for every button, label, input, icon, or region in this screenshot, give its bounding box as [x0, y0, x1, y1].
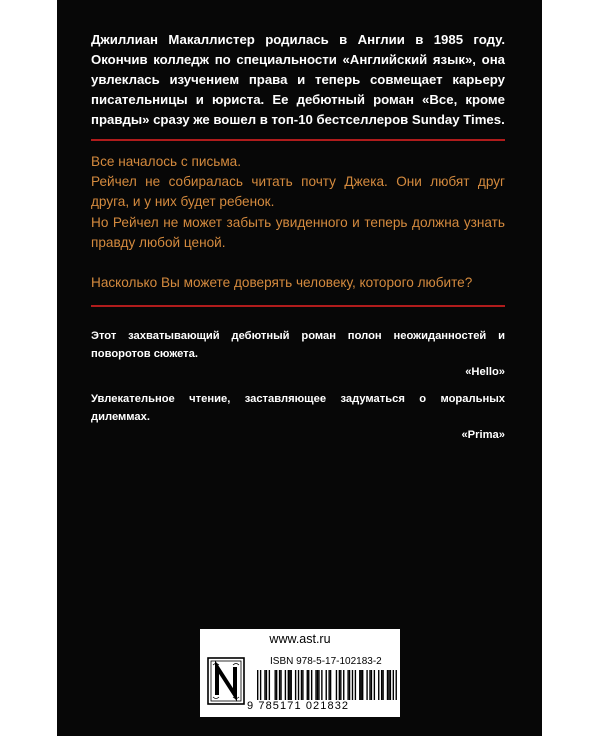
barcode-bar	[382, 670, 383, 700]
barcode-block	[200, 629, 400, 717]
barcode-bar	[336, 670, 337, 700]
barcode-bar	[285, 670, 286, 700]
barcode-bar	[260, 670, 261, 700]
teaser-line: Все началось с письма.	[91, 154, 242, 169]
barcode-bar	[311, 670, 312, 700]
barcode-bar	[340, 670, 341, 700]
barcode-bar	[362, 670, 363, 700]
barcode-bar	[343, 670, 344, 700]
author-bio-text: Джиллиан Макаллистер родилась в Англии в 1985 году. Окончив колледж по специальности «Английский язык», она увлеклась изучением права и теперь совмещает карьеру писательницы и юриста. Ее дебютный роман «Все, кроме правды» сразу же вошел в топ-10 бестселлеров Sunday Times.	[91, 32, 505, 127]
isbn-label: ISBN 978-5-17-102183-2	[270, 656, 382, 667]
barcode-bar	[264, 670, 265, 700]
teaser-line: Но Рейчел не может забыть увиденного и теперь должна узнать правду любой ценой.	[91, 214, 505, 250]
teaser-question: Насколько Вы можете доверять человеку, которого любите?	[91, 275, 473, 291]
barcode-bar	[269, 670, 270, 700]
review-quote: Этот захватывающий дебютный роман полон неожиданностей и поворотов сюжета.	[91, 330, 505, 360]
divider-bottom	[91, 305, 505, 307]
barcode-bar	[339, 670, 340, 700]
barcode-bar	[347, 670, 348, 700]
barcode-bar	[315, 670, 316, 700]
divider-top	[91, 139, 505, 141]
barcode-bar	[301, 670, 302, 700]
barcode-bar	[366, 670, 367, 700]
barcode-bar	[381, 670, 382, 700]
barcode-bar	[280, 670, 281, 700]
barcode-bars	[257, 670, 397, 700]
barcode-bar	[291, 670, 292, 700]
barcode-bar	[298, 670, 299, 700]
barcode-bar	[387, 670, 388, 700]
barcode-bar	[308, 670, 309, 700]
review-source: «Hello»	[465, 366, 505, 378]
barcode-bar	[369, 670, 370, 700]
barcode-bar	[302, 670, 303, 700]
review-prima	[91, 390, 505, 444]
barcode-bar	[355, 670, 356, 700]
publisher-n-logo-icon	[207, 657, 245, 705]
barcode-bar	[330, 670, 331, 700]
barcode-bar	[374, 670, 375, 700]
barcode-digits: 9 785171 021832	[247, 700, 350, 712]
barcode-bar	[352, 670, 353, 700]
barcode-bar	[328, 670, 329, 700]
barcode-bar	[307, 670, 308, 700]
review-source: «Prima»	[461, 429, 505, 441]
barcode-bar	[349, 670, 350, 700]
barcode-bar	[359, 670, 360, 700]
barcode-bar	[388, 670, 389, 700]
barcode-bar	[321, 670, 322, 700]
teaser-line: Рейчел не собиралась читать почту Джека. Они любят друг друга, и у них будет ребенок.	[91, 174, 505, 210]
barcode-bar	[396, 670, 397, 700]
barcode-bar	[289, 670, 290, 700]
barcode-bar	[371, 670, 372, 700]
barcode-bar	[393, 670, 394, 700]
barcode-bar	[257, 670, 258, 700]
barcode-bar	[266, 670, 267, 700]
review-hello	[91, 327, 505, 381]
publisher-website: www.ast.ru	[269, 632, 331, 646]
barcode-bar	[275, 670, 276, 700]
barcode-bar	[318, 670, 319, 700]
author-bio	[91, 30, 505, 130]
barcode-bar	[378, 670, 379, 700]
barcode-bar	[295, 670, 296, 700]
barcode-bar	[361, 670, 362, 700]
barcode-bar	[288, 670, 289, 700]
barcode-bar	[390, 670, 391, 700]
barcode-bar	[317, 670, 318, 700]
barcode-bar	[279, 670, 280, 700]
review-quote: Увлекательное чтение, заставляющее задуматься о моральных дилеммах.	[91, 393, 505, 423]
barcode-bar	[326, 670, 327, 700]
teaser	[91, 152, 505, 293]
barcode-bar	[276, 670, 277, 700]
